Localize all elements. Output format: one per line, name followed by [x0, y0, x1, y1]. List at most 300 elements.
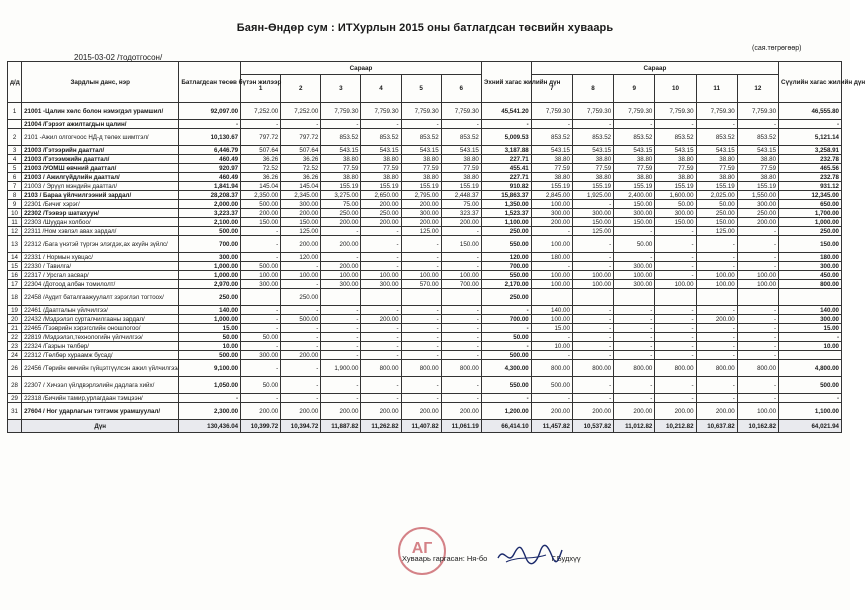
- row-value: 38.80: [614, 173, 655, 182]
- row-value: 77.59: [655, 164, 696, 173]
- row-value: 38.80: [737, 173, 778, 182]
- row-value: 1,000.00: [179, 315, 241, 324]
- row-value: -: [281, 360, 321, 377]
- row-value: 1,550.00: [737, 191, 778, 200]
- row-value: -: [572, 306, 613, 315]
- total-value: 64,021.94: [779, 420, 842, 433]
- row-value: 100.00: [441, 271, 481, 280]
- row-value: -: [401, 351, 441, 360]
- row-value: -: [655, 271, 696, 280]
- row-value: -: [614, 253, 655, 262]
- row-value: 120.00: [281, 253, 321, 262]
- row-value: -: [696, 120, 737, 129]
- row-account-name: 22302 /Тээвэр шатахуун/: [22, 209, 179, 218]
- row-value: -: [281, 120, 321, 129]
- row-account-name: 22324 /Газрын төлбөр/: [22, 342, 179, 351]
- row-value: -: [655, 262, 696, 271]
- row-value: -: [321, 306, 361, 315]
- row-value: 150.00: [614, 200, 655, 209]
- row-value: -: [361, 377, 401, 394]
- total-label: Дүн: [22, 420, 179, 433]
- row-value: 100.00: [737, 271, 778, 280]
- row-number: 16: [8, 271, 22, 280]
- row-value: -: [441, 262, 481, 271]
- row-value: -: [241, 253, 281, 262]
- row-value: -: [572, 253, 613, 262]
- row-value: 853.52: [737, 129, 778, 146]
- row-value: -: [441, 306, 481, 315]
- row-value: 200.00: [401, 403, 441, 420]
- row-value: 77.59: [401, 164, 441, 173]
- row-value: 550.00: [481, 377, 531, 394]
- table-row: [8, 129, 842, 146]
- table-row: [8, 173, 842, 182]
- row-value: -: [321, 394, 361, 403]
- row-value: 797.72: [241, 129, 281, 146]
- row-value: 77.59: [531, 164, 572, 173]
- row-value: -: [321, 253, 361, 262]
- row-value: 50.00: [179, 333, 241, 342]
- row-number: 7: [8, 182, 22, 191]
- row-value: -: [614, 333, 655, 342]
- row-value: 10.00: [179, 342, 241, 351]
- row-number: 12: [8, 227, 22, 236]
- total-value: 11,012.82: [614, 420, 655, 433]
- row-value: 38.80: [655, 155, 696, 164]
- row-value: 1,050.00: [179, 377, 241, 394]
- row-value: 1,841.94: [179, 182, 241, 191]
- header-dd: д/д: [8, 62, 22, 103]
- row-value: -: [572, 342, 613, 351]
- row-value: [241, 289, 281, 306]
- row-value: [614, 289, 655, 306]
- table-row: [8, 280, 842, 289]
- row-value: 500.00: [179, 227, 241, 236]
- row-value: 300.00: [779, 262, 842, 271]
- row-value: -: [441, 377, 481, 394]
- row-value: -: [655, 227, 696, 236]
- row-value: 2,845.00: [531, 191, 572, 200]
- table-row: [8, 271, 842, 280]
- row-value: -: [531, 120, 572, 129]
- row-value: -: [321, 377, 361, 394]
- row-value: 50.00: [696, 200, 737, 209]
- row-value: -: [696, 253, 737, 262]
- row-value: -: [572, 333, 613, 342]
- row-value: 200.00: [321, 403, 361, 420]
- row-value: 77.59: [321, 164, 361, 173]
- row-number: 26: [8, 360, 22, 377]
- row-value: 4,800.00: [779, 360, 842, 377]
- row-value: 2,795.00: [401, 191, 441, 200]
- row-value: 200.00: [696, 403, 737, 420]
- row-value: -: [401, 377, 441, 394]
- row-value: 500.00: [179, 351, 241, 360]
- row-value: 200.00: [696, 315, 737, 324]
- row-value: -: [737, 377, 778, 394]
- row-value: 853.52: [401, 129, 441, 146]
- header-month-1: 1: [241, 75, 281, 103]
- row-value: 1,000.00: [179, 271, 241, 280]
- row-value: 2,100.00: [179, 218, 241, 227]
- row-value: 2,300.00: [179, 403, 241, 420]
- row-value: 1,523.37: [481, 209, 531, 218]
- row-value: -: [737, 227, 778, 236]
- table-row: [8, 200, 842, 209]
- row-value: -: [361, 342, 401, 351]
- row-account-name: 22461 /Даатгалын үйлчилгээ/: [22, 306, 179, 315]
- row-value: 200.00: [241, 403, 281, 420]
- header-month-4: 4: [361, 75, 401, 103]
- row-value: 38.80: [361, 173, 401, 182]
- header-month-10: 10: [655, 75, 696, 103]
- row-number: 22: [8, 333, 22, 342]
- row-value: 500.00: [241, 200, 281, 209]
- row-number: 20: [8, 315, 22, 324]
- row-value: 50.00: [241, 333, 281, 342]
- row-value: 700.00: [481, 315, 531, 324]
- row-value: 250.00: [481, 289, 531, 306]
- row-value: 180.00: [779, 253, 842, 262]
- row-value: -: [401, 342, 441, 351]
- row-value: 7,759.30: [441, 103, 481, 120]
- document-title: Баян-Өндөр сум : ИТХурлын 2015 оны батлагдсан төсвийн хуваарь: [236, 22, 614, 34]
- row-value: -: [531, 262, 572, 271]
- row-number: 4: [8, 155, 22, 164]
- row-value: 200.00: [361, 218, 401, 227]
- row-value: -: [281, 324, 321, 333]
- row-value: -: [321, 315, 361, 324]
- row-value: 232.78: [779, 173, 842, 182]
- row-account-name: 27604 / Ног ударлагын тэтгэмж урамшуулал/: [22, 403, 179, 420]
- row-value: 38.80: [361, 155, 401, 164]
- row-value: -: [361, 120, 401, 129]
- header-name: Зардлын данс, нэр: [22, 62, 179, 103]
- row-value: -: [441, 315, 481, 324]
- row-value: 140.00: [779, 306, 842, 315]
- row-value: 2,400.00: [614, 191, 655, 200]
- row-value: 250.00: [281, 289, 321, 306]
- row-value: 100.00: [696, 271, 737, 280]
- row-value: 200.00: [401, 218, 441, 227]
- row-value: -: [655, 333, 696, 342]
- row-value: 200.00: [531, 218, 572, 227]
- row-value: 1,200.00: [481, 403, 531, 420]
- row-value: 150.00: [614, 218, 655, 227]
- row-value: 155.19: [401, 182, 441, 191]
- row-value: 3,223.37: [179, 209, 241, 218]
- row-value: -: [361, 351, 401, 360]
- row-value: 38.80: [572, 173, 613, 182]
- row-value: 155.19: [361, 182, 401, 191]
- row-account-name: 2101 -Ажил олгогчоос НД-д төлөх шимтгэл/: [22, 129, 179, 146]
- row-value: -: [614, 120, 655, 129]
- row-value: 38.80: [401, 155, 441, 164]
- row-value: 77.59: [737, 164, 778, 173]
- row-value: 38.80: [321, 173, 361, 182]
- row-value: 300.00: [179, 253, 241, 262]
- row-number: [8, 120, 22, 129]
- row-value: 36.26: [281, 155, 321, 164]
- row-value: -: [441, 227, 481, 236]
- row-account-name: 22331 / Нормын хувцас/: [22, 253, 179, 262]
- total-value: 11,407.82: [401, 420, 441, 433]
- total-row: [8, 420, 842, 433]
- row-value: 72.52: [281, 164, 321, 173]
- row-account-name: 2103 / Бараа үйлчилгээний зардал/: [22, 191, 179, 200]
- row-value: 50.00: [241, 377, 281, 394]
- row-value: 2,025.00: [696, 191, 737, 200]
- row-value: -: [531, 227, 572, 236]
- row-value: -: [614, 394, 655, 403]
- row-value: -: [779, 120, 842, 129]
- row-value: -: [481, 120, 531, 129]
- row-value: 910.82: [481, 182, 531, 191]
- row-value: 100.00: [531, 280, 572, 289]
- row-value: 155.19: [321, 182, 361, 191]
- row-value: 7,252.00: [241, 103, 281, 120]
- row-value: 853.52: [531, 129, 572, 146]
- table-row: [8, 351, 842, 360]
- row-account-name: 22330 / Тавилга/: [22, 262, 179, 271]
- row-value: 38.80: [737, 155, 778, 164]
- row-value: 150.00: [441, 236, 481, 253]
- total-value: 11,887.82: [321, 420, 361, 433]
- row-number: 11: [8, 218, 22, 227]
- row-account-name: 22312 /Бага үнэтэй түргэн элэгдэх,ах ахуйн зүйлс/: [22, 236, 179, 253]
- row-value: 100.00: [655, 280, 696, 289]
- row-value: 38.80: [655, 173, 696, 182]
- stamp-text: АГ: [411, 540, 433, 557]
- row-value: 543.15: [401, 146, 441, 155]
- row-value: -: [481, 306, 531, 315]
- row-value: 300.00: [281, 200, 321, 209]
- row-value: 200.00: [655, 403, 696, 420]
- row-value: 543.15: [361, 146, 401, 155]
- row-value: 100.00: [401, 271, 441, 280]
- row-value: -: [572, 200, 613, 209]
- row-value: -: [241, 360, 281, 377]
- row-value: -: [696, 351, 737, 360]
- row-value: [441, 289, 481, 306]
- row-value: -: [321, 324, 361, 333]
- row-value: 300.00: [401, 209, 441, 218]
- row-value: 853.52: [572, 129, 613, 146]
- total-value: 10,212.82: [655, 420, 696, 433]
- row-value: 77.59: [696, 164, 737, 173]
- row-number: 6: [8, 173, 22, 182]
- row-value: 1,000.00: [179, 262, 241, 271]
- table-row: [8, 324, 842, 333]
- row-value: -: [401, 315, 441, 324]
- row-value: [321, 289, 361, 306]
- row-value: 50.00: [481, 333, 531, 342]
- row-value: 77.59: [572, 164, 613, 173]
- row-value: -: [614, 342, 655, 351]
- row-value: 250.00: [361, 209, 401, 218]
- row-value: -: [401, 236, 441, 253]
- row-number: 10: [8, 209, 22, 218]
- row-value: -: [321, 342, 361, 351]
- row-number: 13: [8, 236, 22, 253]
- row-value: -: [441, 324, 481, 333]
- row-value: -: [361, 236, 401, 253]
- row-value: 7,759.30: [655, 103, 696, 120]
- row-value: 125.00: [696, 227, 737, 236]
- row-value: 800.00: [361, 360, 401, 377]
- row-value: -: [361, 253, 401, 262]
- row-value: -: [321, 120, 361, 129]
- header-months-group-2: Сараар: [531, 62, 778, 75]
- table-row: [8, 262, 842, 271]
- row-value: 300.00: [241, 351, 281, 360]
- row-value: 2,970.00: [179, 280, 241, 289]
- row-value: [572, 289, 613, 306]
- row-value: 125.00: [572, 227, 613, 236]
- row-number: 5: [8, 164, 22, 173]
- row-value: 100.00: [531, 200, 572, 209]
- row-value: 200.00: [321, 236, 361, 253]
- row-account-name: 21003 /Гэтээмжийн дааттал/: [22, 155, 179, 164]
- row-value: 1,900.00: [321, 360, 361, 377]
- row-account-name: 21001 -Цалин хөлс болон нэмэгдэл урамшил/: [22, 103, 179, 120]
- row-value: 100.00: [361, 271, 401, 280]
- row-value: 7,759.30: [531, 103, 572, 120]
- table-row: [8, 146, 842, 155]
- row-value: -: [655, 306, 696, 315]
- row-value: 7,252.00: [281, 103, 321, 120]
- row-value: 1,100.00: [779, 403, 842, 420]
- table-row: [8, 306, 842, 315]
- row-value: 800.00: [441, 360, 481, 377]
- row-value: 800.00: [614, 360, 655, 377]
- row-value: 2,350.00: [241, 191, 281, 200]
- row-value: 38.80: [441, 173, 481, 182]
- row-value: 100.00: [241, 271, 281, 280]
- total-blank: [8, 420, 22, 433]
- row-value: 227.71: [481, 173, 531, 182]
- row-value: 250.00: [737, 209, 778, 218]
- row-value: -: [737, 120, 778, 129]
- row-value: 155.19: [572, 182, 613, 191]
- row-account-name: 22318 /Бичийн тамир,урлагдаан тэмцээн/: [22, 394, 179, 403]
- row-value: 800.00: [779, 280, 842, 289]
- row-value: 800.00: [696, 360, 737, 377]
- header-month-3: 3: [321, 75, 361, 103]
- row-value: -: [655, 236, 696, 253]
- row-value: 150.00: [779, 236, 842, 253]
- table-row: [8, 164, 842, 173]
- row-value: [531, 289, 572, 306]
- row-account-name: 21003 /Гэтээрийн дааттал/: [22, 146, 179, 155]
- row-value: -: [572, 394, 613, 403]
- row-account-name: 22819 /Мэдээлэл,технологийн үйлчилгээ/: [22, 333, 179, 342]
- row-value: -: [655, 253, 696, 262]
- row-value: 100.00: [281, 271, 321, 280]
- row-value: 650.00: [779, 200, 842, 209]
- row-value: 10.00: [531, 342, 572, 351]
- table-row: [8, 403, 842, 420]
- total-value: 10,637.82: [696, 420, 737, 433]
- row-value: 1,700.00: [779, 209, 842, 218]
- row-value: 92,097.00: [179, 103, 241, 120]
- row-value: 155.19: [737, 182, 778, 191]
- row-account-name: 21003 / Эрүүл мэндийн дааттал/: [22, 182, 179, 191]
- row-value: 2,448.37: [441, 191, 481, 200]
- row-value: -: [481, 324, 531, 333]
- row-value: 1,925.00: [572, 191, 613, 200]
- table-row: [8, 289, 842, 306]
- row-value: 50.00: [655, 200, 696, 209]
- row-value: 200.00: [321, 218, 361, 227]
- row-account-name: 22304 /Дотоод албан томилолт/: [22, 280, 179, 289]
- row-value: 38.80: [441, 155, 481, 164]
- row-value: 227.71: [481, 155, 531, 164]
- row-value: -: [241, 120, 281, 129]
- row-number: 17: [8, 280, 22, 289]
- row-value: -: [737, 394, 778, 403]
- row-account-name: 21004 /Гэрээт ажилтагдын цалин/: [22, 120, 179, 129]
- row-value: 800.00: [572, 360, 613, 377]
- header-month-12: 12: [737, 75, 778, 103]
- row-value: -: [281, 394, 321, 403]
- row-value: 797.72: [281, 129, 321, 146]
- row-value: 300.00: [737, 200, 778, 209]
- row-value: -: [481, 394, 531, 403]
- row-value: 853.52: [361, 129, 401, 146]
- row-value: 72.52: [241, 164, 281, 173]
- row-value: -: [655, 394, 696, 403]
- row-value: 145.04: [241, 182, 281, 191]
- row-value: 465.56: [779, 164, 842, 173]
- row-value: 507.64: [241, 146, 281, 155]
- row-value: -: [737, 342, 778, 351]
- row-value: 543.15: [321, 146, 361, 155]
- row-account-name: 22456 /Төрийн өмчийн гүйцэтгүүлсэн ажил үйлчилгээ/: [22, 360, 179, 377]
- row-value: 200.00: [572, 403, 613, 420]
- row-value: 4,300.00: [481, 360, 531, 377]
- row-value: 543.15: [655, 146, 696, 155]
- row-value: 200.00: [441, 218, 481, 227]
- row-value: 100.00: [737, 280, 778, 289]
- row-account-name: 22307 / Хичээл үйлдвэрлэлийн дадлага хийх/: [22, 377, 179, 394]
- row-account-name: 22311 /Ном хэвлэл авах зардал/: [22, 227, 179, 236]
- row-value: -: [281, 333, 321, 342]
- row-value: 200.00: [361, 200, 401, 209]
- row-value: 10,130.67: [179, 129, 241, 146]
- row-value: 200.00: [281, 351, 321, 360]
- row-value: 145.04: [281, 182, 321, 191]
- footer-label: Хуваарь гаргасан: Ня-бо: [402, 554, 488, 563]
- row-value: 100.00: [531, 271, 572, 280]
- row-value: 460.49: [179, 155, 241, 164]
- row-account-name: 22458 /Аудит баталгаажуулалт зэрэглэл тогтоох/: [22, 289, 179, 306]
- total-value: 11,457.82: [531, 420, 572, 433]
- row-value: -: [321, 227, 361, 236]
- row-number: 29: [8, 394, 22, 403]
- table-row: [8, 360, 842, 377]
- row-value: 543.15: [696, 146, 737, 155]
- row-value: -: [401, 333, 441, 342]
- row-value: 150.00: [281, 218, 321, 227]
- total-value: 11,061.19: [441, 420, 481, 433]
- row-value: [655, 289, 696, 306]
- row-value: -: [281, 342, 321, 351]
- row-value: 6,446.79: [179, 146, 241, 155]
- row-value: -: [401, 324, 441, 333]
- row-value: 800.00: [737, 360, 778, 377]
- row-value: 2,170.00: [481, 280, 531, 289]
